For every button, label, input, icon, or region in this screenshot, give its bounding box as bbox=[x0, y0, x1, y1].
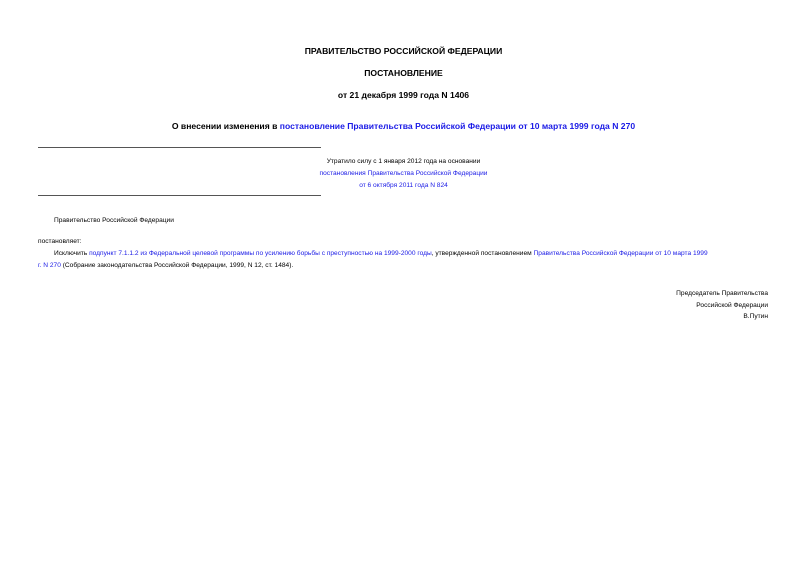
title-prefix: О внесении изменения в bbox=[171, 121, 280, 131]
paragraph-end: (Собрание законодательства Российской Федерации, 1999, N 12, ст. 1484). bbox=[60, 262, 294, 269]
document-type: ПОСТАНОВЛЕНИЕ bbox=[364, 68, 443, 78]
paragraph-start: Исключить bbox=[54, 250, 90, 257]
repeal-note-decree-link-text[interactable]: постановления Правительства Российской Федерации bbox=[319, 170, 488, 177]
signature-name: В.Путин bbox=[743, 313, 768, 320]
divider-bottom bbox=[38, 195, 321, 196]
program-subclause-link[interactable]: подпункт 7.1.1.2 из Федеральной целевой программы по усилению борьбы с преступностью на 1999-2000 годы bbox=[89, 250, 432, 257]
decree-paragraph-line-1 bbox=[54, 250, 708, 257]
repeal-note-date-link[interactable] bbox=[0, 182, 807, 189]
document-title bbox=[0, 121, 807, 131]
signature-title-line-1: Председатель Правительства bbox=[676, 290, 768, 297]
body-government: Правительство Российской Федерации bbox=[54, 217, 174, 224]
title-amended-decree-link[interactable]: постановление Правительства Российской Федерации от 10 марта 1999 года N 270 bbox=[279, 121, 636, 131]
approving-decree-link-continued[interactable]: г. N 270 bbox=[38, 262, 61, 269]
repeal-note-date-link-text[interactable]: от 6 октября 2011 года N 824 bbox=[359, 182, 448, 189]
government-header: ПРАВИТЕЛЬСТВО РОССИЙСКОЙ ФЕДЕРАЦИИ bbox=[304, 46, 503, 56]
repeal-note-decree-link[interactable] bbox=[0, 170, 807, 177]
decree-paragraph-line-2 bbox=[38, 262, 293, 269]
paragraph-middle: , утвержденной постановлением bbox=[431, 250, 534, 257]
signature-title-line-2: Российской Федерации bbox=[696, 302, 768, 309]
repeal-note-text: Утратило силу с 1 января 2012 года на основании bbox=[326, 158, 481, 165]
divider-top bbox=[38, 147, 321, 148]
approving-decree-link[interactable]: Правительства Российской Федерации от 10 марта 1999 bbox=[533, 250, 708, 257]
body-decrees: постановляет: bbox=[38, 238, 82, 245]
document-date-number: от 21 декабря 1999 года N 1406 bbox=[337, 90, 470, 100]
